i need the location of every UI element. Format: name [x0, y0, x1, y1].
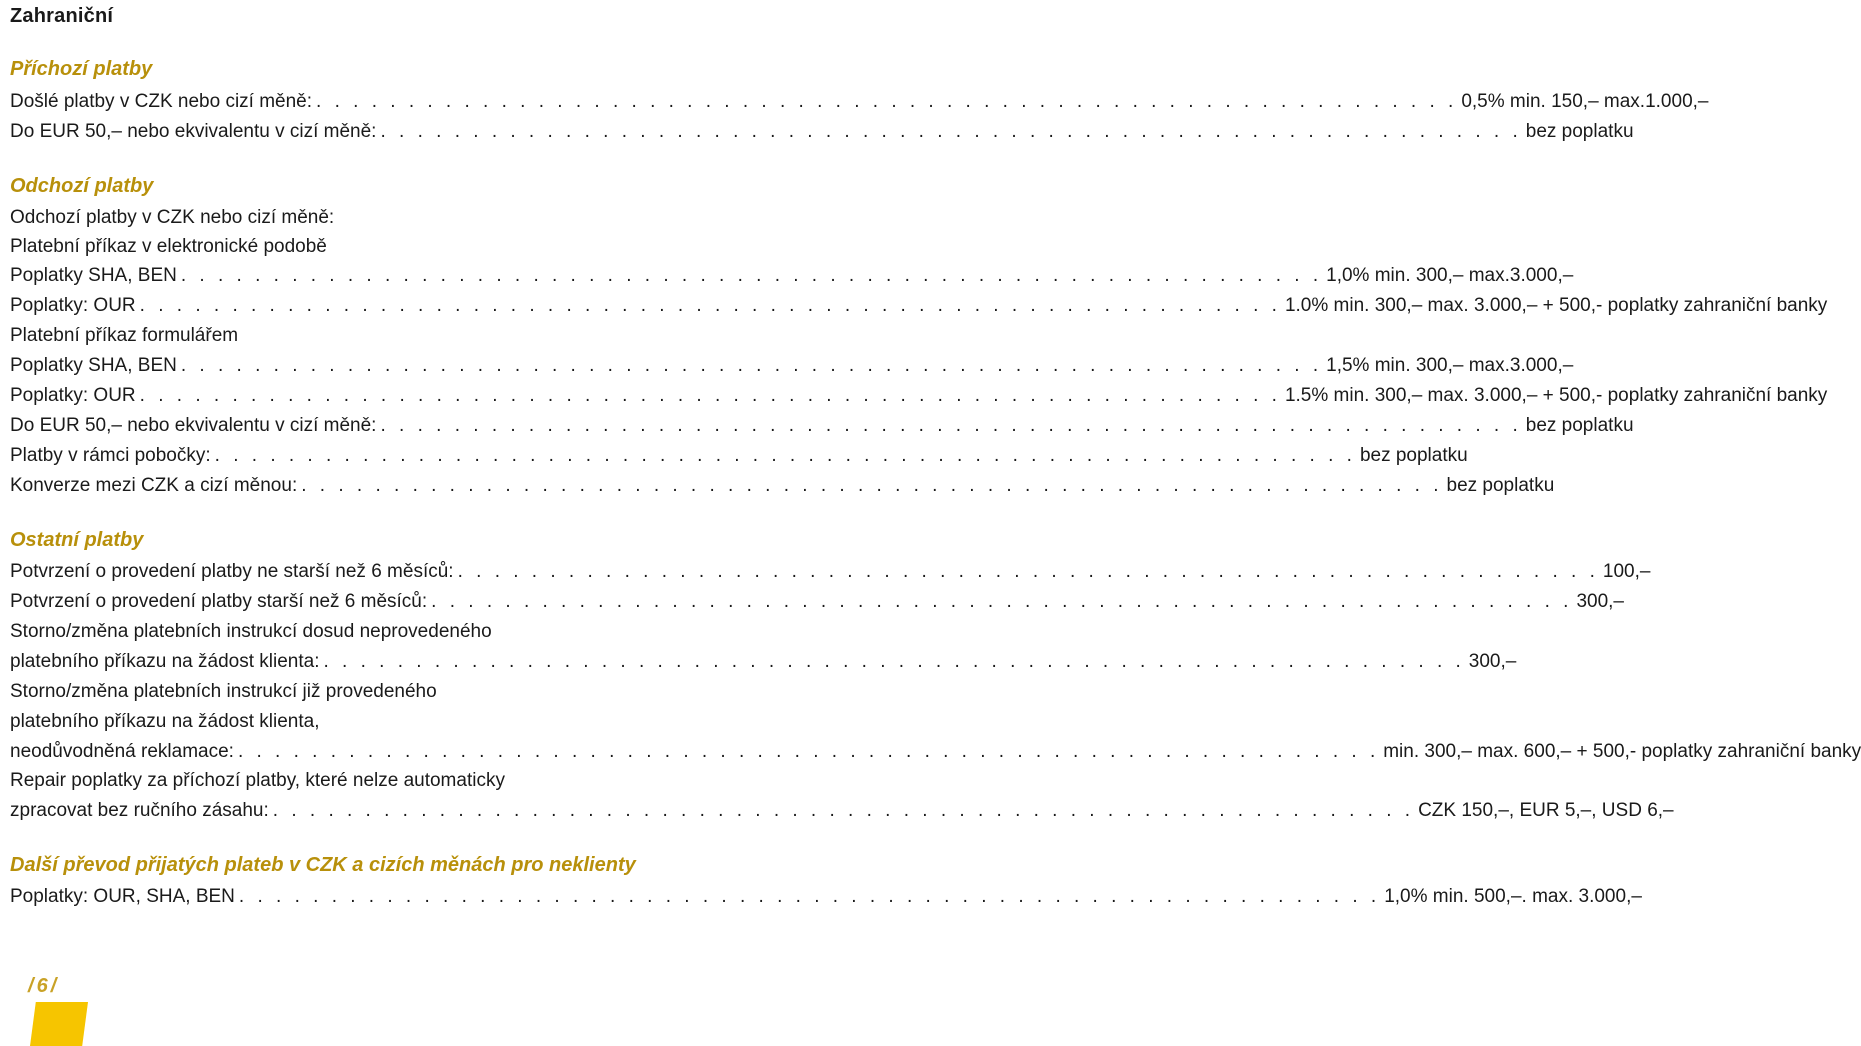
fee-row	[10, 262, 1574, 290]
fee-value: min. 300,– max. 600,– + 500,- poplatky zahraniční banky	[1383, 741, 1861, 762]
fee-value: 300,–	[1576, 591, 1624, 612]
text-line: Storno/změna platebních instrukcí dosud neprovedeného	[10, 621, 492, 642]
fee-label: Platby v rámci pobočky:	[10, 445, 211, 466]
fee-label: platebního příkazu na žádost klienta:	[10, 651, 320, 672]
dot-leader: . . . . . . . . . . . . . . . . . . . . . . . . . . . . . . . . . . . . . . . . . . . . . . . . . . . . . . . . . . . . . .	[214, 445, 1356, 466]
fee-label: Konverze mezi CZK a cizí měnou:	[10, 475, 298, 496]
fee-value: 1.0% min. 300,– max. 3.000,– + 500,- poplatky zahraniční banky	[1284, 295, 1828, 316]
fee-label: Do EUR 50,– nebo ekvivalentu v cizí měně:	[10, 121, 377, 142]
text-line: Platební příkaz v elektronické podobě	[10, 236, 327, 257]
fee-value: 1,0% min. 300,– max.3.000,–	[1326, 265, 1574, 286]
fee-row	[10, 442, 1468, 470]
fee-row	[10, 412, 1634, 440]
page-number-divider: /	[50, 975, 60, 997]
text-line: Storno/změna platebních instrukcí již provedeného	[10, 681, 437, 702]
fee-value: 1.5% min. 300,– max. 3.000,– + 500,- poplatky zahraniční banky	[1284, 385, 1828, 406]
section-heading-transfer: Další převod přijatých plateb v CZK a cizích měnách pro neklienty	[10, 854, 636, 876]
fee-value: bez poplatku	[1446, 475, 1555, 496]
dot-leader: . . . . . . . . . . . . . . . . . . . . . . . . . . . . . . . . . . . . . . . . . . . . . . . . . . . . . . . . . . . . . .	[139, 295, 1281, 316]
decorative-yellow-block	[30, 1002, 88, 1046]
fee-row	[10, 797, 1674, 825]
page-number-value: 6	[36, 975, 51, 997]
fee-row	[10, 352, 1574, 380]
dot-leader: . . . . . . . . . . . . . . . . . . . . . . . . . . . . . . . . . . . . . . . . . . . . . . . . . . . . . . . . . . . . . .	[323, 651, 1465, 672]
dot-leader: . . . . . . . . . . . . . . . . . . . . . . . . . . . . . . . . . . . . . . . . . . . . . . . . . . . . . . . . . . . . . .	[139, 385, 1281, 406]
page-number-divider: /	[28, 975, 37, 997]
fee-value: 300,–	[1468, 651, 1517, 672]
text-line: platebního příkazu na žádost klienta,	[10, 711, 320, 732]
fee-label: Potvrzení o provedení platby starší než 6 měsíců:	[10, 591, 428, 612]
section-heading-other: Ostatní platby	[10, 529, 144, 551]
dot-leader: . . . . . . . . . . . . . . . . . . . . . . . . . . . . . . . . . . . . . . . . . . . . . . . . . . . . . . . . . . . . . .	[316, 91, 1458, 112]
fee-row	[10, 292, 1828, 320]
fee-label: Poplatky: OUR	[10, 295, 136, 316]
fee-value: bez poplatku	[1525, 415, 1634, 436]
fee-row	[10, 883, 1642, 911]
fee-value: 0,5% min. 150,– max.1.000,–	[1461, 91, 1709, 112]
page-number	[28, 975, 59, 998]
dot-leader: . . . . . . . . . . . . . . . . . . . . . . . . . . . . . . . . . . . . . . . . . . . . . . . . . . . . . . . . . . . . . .	[380, 121, 1522, 142]
fee-value: 100,–	[1602, 561, 1651, 582]
fee-label: Poplatky SHA, BEN	[10, 265, 177, 286]
fee-value: CZK 150,–, EUR 5,–, USD 6,–	[1418, 800, 1674, 821]
fee-label: Poplatky: OUR, SHA, BEN	[10, 886, 235, 907]
dot-leader: . . . . . . . . . . . . . . . . . . . . . . . . . . . . . . . . . . . . . . . . . . . . . . . . . . . . . . . . . . . . . .	[272, 800, 1415, 821]
fee-row	[10, 118, 1634, 146]
dot-leader: . . . . . . . . . . . . . . . . . . . . . . . . . . . . . . . . . . . . . . . . . . . . . . . . . . . . . . . . . . . . . .	[431, 591, 1573, 612]
text-line: Repair poplatky za příchozí platby, které nelze automaticky	[10, 770, 505, 791]
fee-row	[10, 382, 1828, 410]
text-line: Platební příkaz formulářem	[10, 325, 239, 346]
dot-leader: . . . . . . . . . . . . . . . . . . . . . . . . . . . . . . . . . . . . . . . . . . . . . . . . . . . . . . . . . . . . . .	[238, 886, 1381, 907]
fee-label: Poplatky SHA, BEN	[10, 355, 177, 376]
fee-row	[10, 88, 1709, 116]
fee-label: neodůvodněná reklamace:	[10, 741, 234, 762]
fee-row	[10, 588, 1624, 616]
text-line: Odchozí platby v CZK nebo cizí měně:	[10, 207, 335, 228]
fee-label: Do EUR 50,– nebo ekvivalentu v cizí měně:	[10, 415, 377, 436]
fee-value: 1,0% min. 500,–. max. 3.000,–	[1384, 886, 1642, 907]
fee-label: Došlé platby v CZK nebo cizí měně:	[10, 91, 313, 112]
dot-leader: . . . . . . . . . . . . . . . . . . . . . . . . . . . . . . . . . . . . . . . . . . . . . . . . . . . . . . . . . . . . . .	[180, 265, 1323, 286]
fee-label: zpracovat bez ručního zásahu:	[10, 800, 269, 821]
fee-label: Poplatky: OUR	[10, 385, 136, 406]
fee-row	[10, 472, 1555, 500]
section-heading-outgoing: Odchozí platby	[10, 175, 154, 197]
fee-label: Potvrzení o provedení platby ne starší než 6 měsíců:	[10, 561, 454, 582]
fee-row	[10, 648, 1517, 676]
fee-row	[10, 558, 1651, 586]
page-title: Zahraniční	[10, 5, 114, 27]
dot-leader: . . . . . . . . . . . . . . . . . . . . . . . . . . . . . . . . . . . . . . . . . . . . . . . . . . . . . . . . . . . . . .	[457, 561, 1599, 582]
fee-value: bez poplatku	[1525, 121, 1634, 142]
section-heading-incoming: Příchozí platby	[10, 58, 153, 80]
dot-leader: . . . . . . . . . . . . . . . . . . . . . . . . . . . . . . . . . . . . . . . . . . . . . . . . . . . . . . . . . . . . . .	[301, 475, 1443, 496]
fee-value: bez poplatku	[1359, 445, 1468, 466]
fee-row	[10, 738, 1861, 766]
fee-value: 1,5% min. 300,– max.3.000,–	[1326, 355, 1574, 376]
dot-leader: . . . . . . . . . . . . . . . . . . . . . . . . . . . . . . . . . . . . . . . . . . . . . . . . . . . . . . . . . . . . . .	[380, 415, 1522, 436]
dot-leader: . . . . . . . . . . . . . . . . . . . . . . . . . . . . . . . . . . . . . . . . . . . . . . . . . . . . . . . . . . . . . .	[180, 355, 1323, 376]
dot-leader: . . . . . . . . . . . . . . . . . . . . . . . . . . . . . . . . . . . . . . . . . . . . . . . . . . . . . . . . . . . . . .	[237, 741, 1380, 762]
